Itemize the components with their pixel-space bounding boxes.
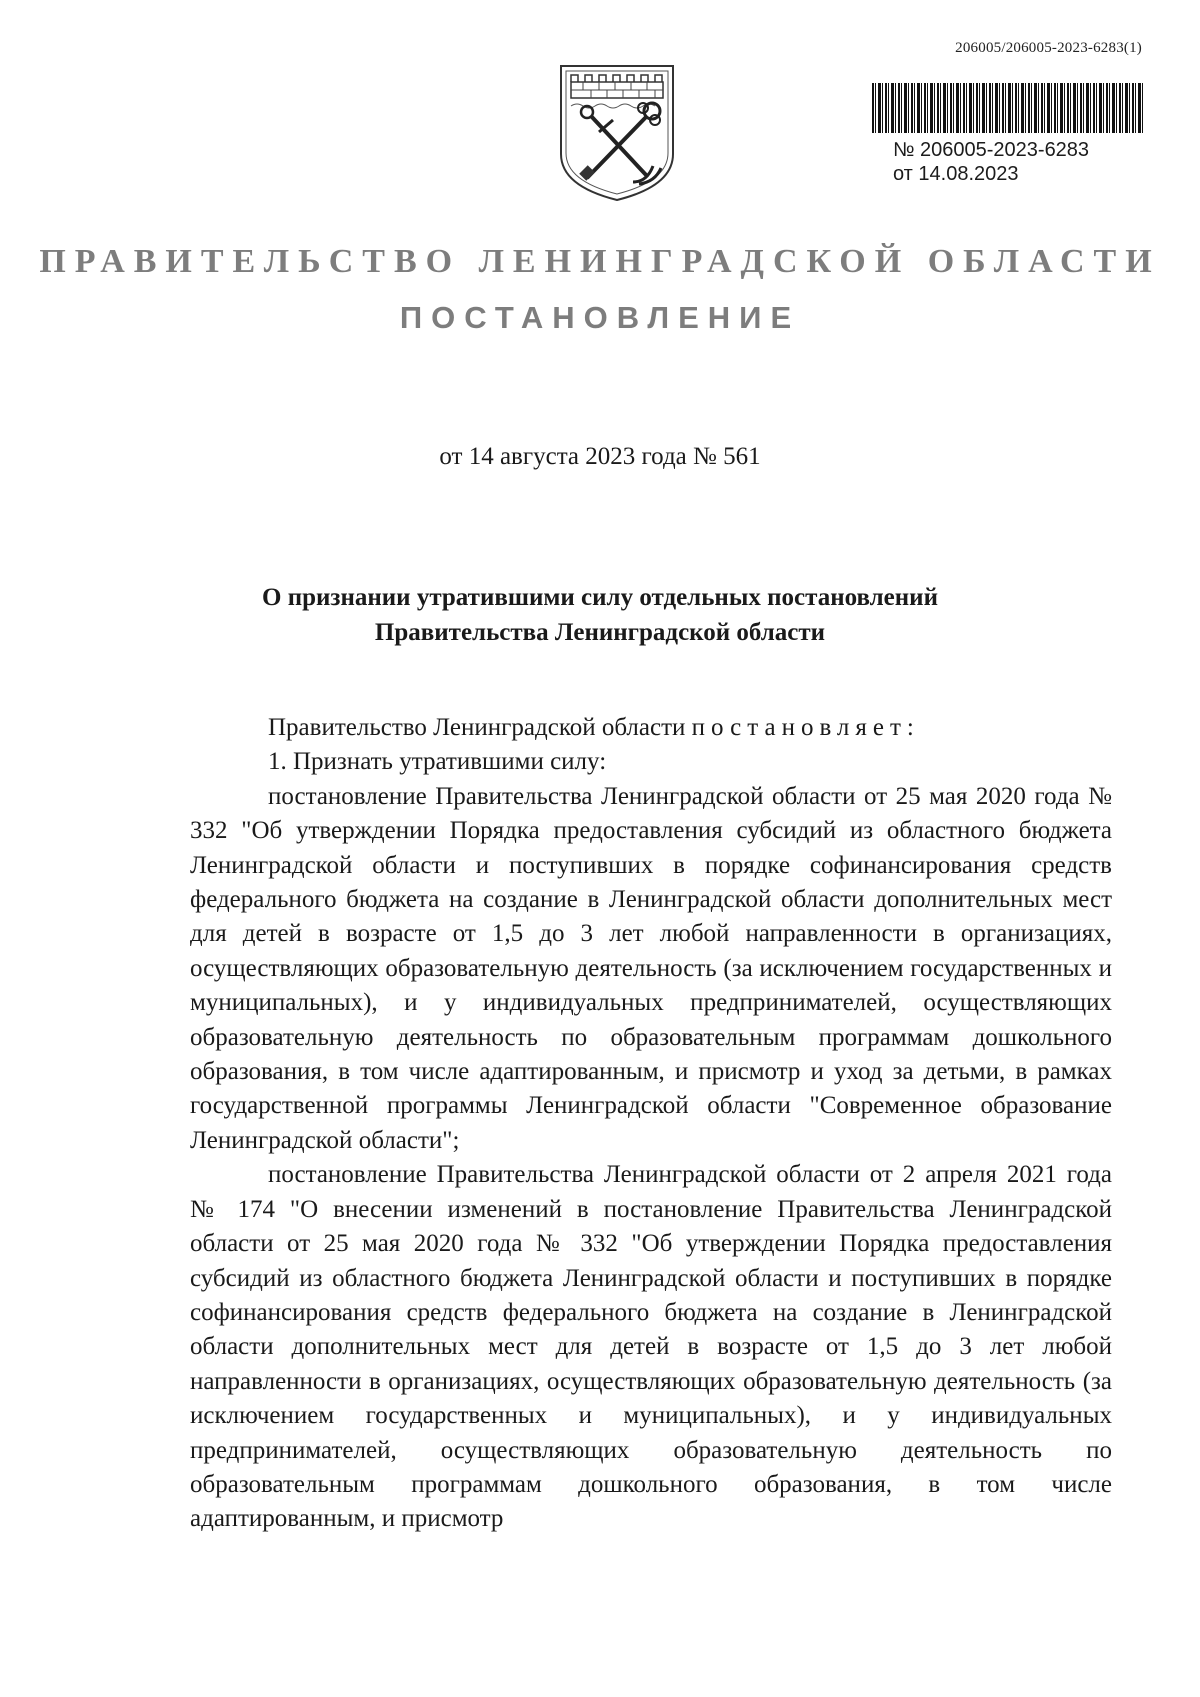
registration-number: № 206005-2023-6283 [893,139,1090,161]
government-name: ПРАВИТЕЛЬСТВО ЛЕНИНГРАДСКОЙ ОБЛАСТИ [39,243,1161,280]
barcode [872,83,1144,133]
preamble [190,711,1112,745]
registration-date: от 14.08.2023 [893,163,1019,185]
document-type: ПОСТАНОВЛЕНИЕ [399,300,801,335]
document-date-number: от 14 августа 2023 года № 561 [439,443,761,470]
title-line-1: О признании утратившими силу отдельных постановлений [262,584,938,611]
title-line-2: Правительства Ленинградской области [374,619,826,646]
registration-code: 206005/206005-2023-6283(1) [955,40,1142,56]
coat-of-arms-icon [555,58,679,204]
registration-stamp [893,138,1089,186]
paragraph-2: постановление Правительства Ленинградской области от 2 апреля 2021 года № 174 "О внесении изменений в постановление Правительства Ленинградской области от 25 мая 2020 года № 332 "Об утверждении Порядка предоставления субсидий из областного бюджета Ленинградской области и поступивших в порядке софинансирования средств федерального бюджета на создание в Ленинградской области дополнительных мест для детей в возрасте от 1,5 до 3 лет любой направленности в организациях, осуществляющих образовательную деятельность (за исключением государственных и муниципальных), и у индивидуальных предпринимателей, осуществляющих образовательную деятельность по образовательным программам дошкольного образования, в том числе адаптированным, и присмотр [190,1161,1112,1533]
preamble-text: Правительство Ленинградской области [268,714,686,741]
preamble-resolves: постановляет: [691,714,920,741]
paragraph-1: постановление Правительства Ленинградской области от 25 мая 2020 года № 332 "Об утверждении Порядка предоставления субсидий из областного бюджета Ленинградской области и поступивших в порядке софинансирования средств федерального бюджета на создание в Ленинградской области дополнительных мест для детей в возрасте от 1,5 до 3 лет любой направленности в организациях, осуществляющих образовательную деятельность (за исключением государственных и муниципальных), и у индивидуальных предпринимателей, осуществляющих образовательную деятельность по образовательным программам дошкольного образования, в том числе адаптированным, и присмотр и уход за детьми, в рамках государственной программы Ленинградской области "Современное образование Ленинградской области"; [190,782,1112,1154]
item-1: 1. Признать утратившими силу: [268,748,607,776]
document-body [190,711,1112,1537]
document-title [0,580,1200,650]
